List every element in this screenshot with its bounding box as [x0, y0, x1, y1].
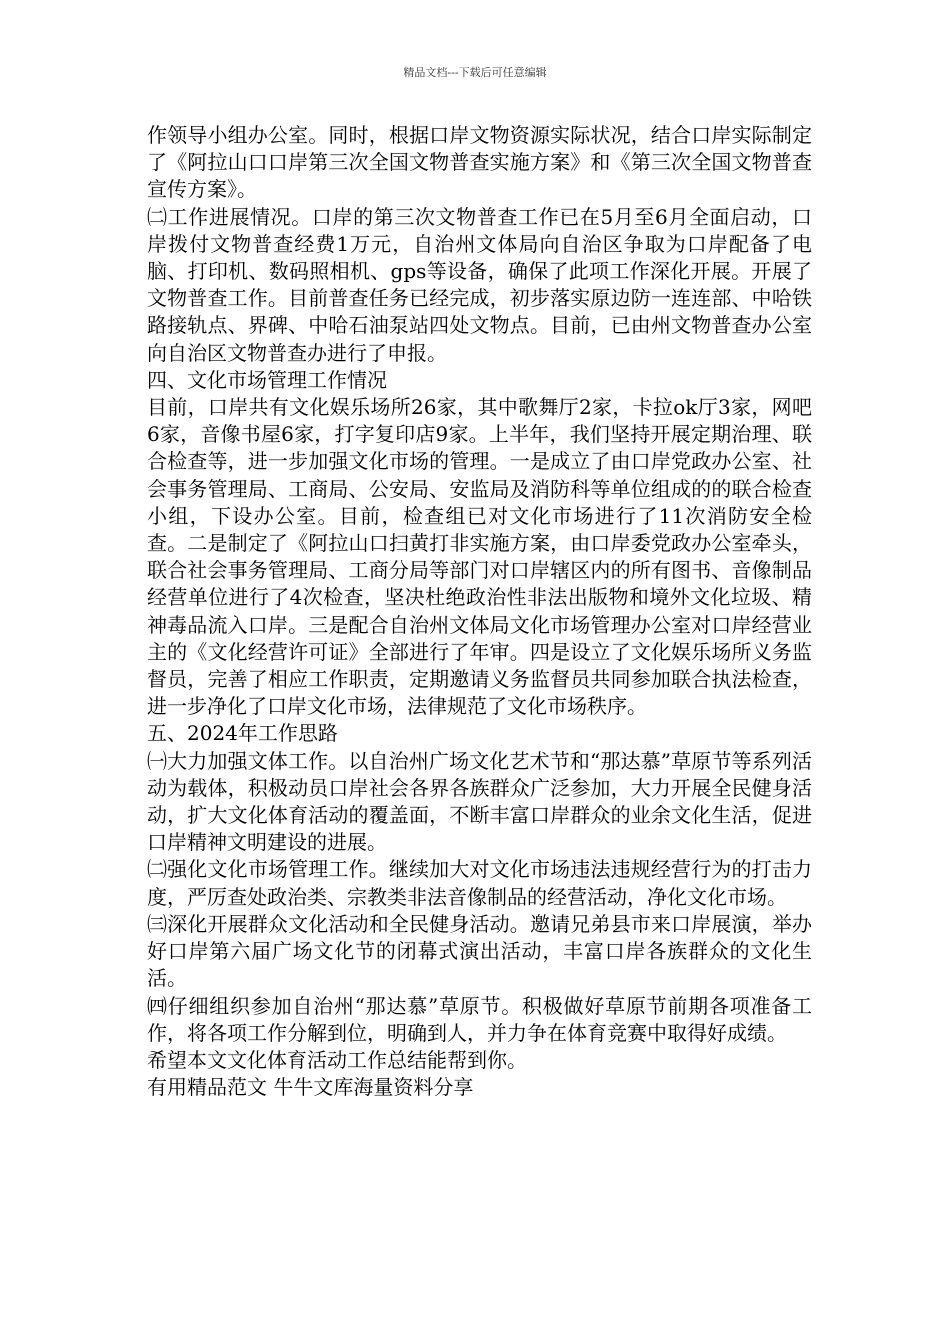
paragraph-2: ㈡工作进展情况。口岸的第三次文物普查工作已在5月至6月全面启动，口岸拨付文物普查经费1万元，自治州文体局向自治区争取为口岸配备了电脑、打印机、数码照相机、gps等设备，确保了此项工作深化开展。开展了文物普查工作。目前普查任务已经完成，初步落实原边防一连连部、中哈铁路接轨点、界碑、中哈石油泵站四处文物点。目前，已由州文物普查办公室向自治区文物普查办进行了申报。 [147, 204, 812, 365]
paragraph-1: 作领导小组办公室。同时，根据口岸文物资源实际状况，结合口岸实际制定了《阿拉山口口岸第三次全国文物普查实施方案》和《第三次全国文物普查宣传方案》。 [147, 123, 812, 202]
paragraph-3: 目前，口岸共有文化娱乐场所26家，其中歌舞厅2家，卡拉ok厅3家，网吧6家，音像书屋6家，打字复印店9家。上半年，我们坚持开展定期治理、联合检查等，进一步加强文化市场的管理。一是成立了由口岸党政办公室、社会事务管理局、工商局、公安局、安监局及消防科等单位组成的的联合检查小组，下设办公室。目前，检查组已对文化市场进行了11次消防安全检查。二是制定了《阿拉山口扫黄打非实施方案，由口岸委党政办公室牵头，联合社会事务管理局、工商分局等部门对口岸辖区内的所有图书、音像制品经营单位进行了4次检查，坚决杜绝政治性非法出版物和境外文化垃圾、精神毒品流入口岸。三是配合自治州文体局文化市场管理办公室对口岸经营业主的《文化经营许可证》全部进行了年审。四是设立了文化娱乐场所义务监督员，完善了相应工作职责，定期邀请义务监督员共同参加联合执法检查，进一步净化了口岸文化市场，法律规范了文化市场秩序。 [147, 395, 812, 719]
page-header: 精品文档---下载后可任意编辑 [403, 66, 547, 79]
section-heading-4: 四、文化市场管理工作情况 [147, 367, 387, 392]
paragraph-5: ㈡强化文化市场管理工作。继续加大对文化市场违法违规经营行为的打击力度，严厉查处政治类、宗教类非法音像制品的经营活动，净化文化市场。 [147, 857, 812, 909]
paragraph-4: ㈠大力加强文体工作。以自治州广场文化艺术节和“那达慕”草原节等系列活动为载体，积极动员口岸社会各界各族群众广泛参加，大力开展全民健身活动，扩大文化体育活动的覆盖面，不断丰富口岸群众的业余文化生活，促进口岸精神文明建设的进展。 [147, 748, 812, 855]
section-heading-5: 五、2024年工作思路 [147, 721, 338, 746]
footer-line: 有用精品范文 牛牛文库海量资料分享 [147, 1075, 474, 1100]
paragraph-6: ㈢深化开展群众文化活动和全民健身活动。邀请兄弟县市来口岸展演，举办好口岸第六届广场文化节的闭幕式演出活动，丰富口岸各族群众的文化生活。 [147, 911, 812, 991]
paragraph-7: ㈣仔细组织参加自治州“那达慕”草原节。积极做好草原节前期各项准备工作，将各项工作分解到位，明确到人，并力争在体育竞赛中取得好成绩。 [147, 993, 812, 1045]
closing-line: 希望本文文化体育活动工作总结能帮到你。 [147, 1047, 527, 1072]
document-body [147, 122, 812, 1101]
